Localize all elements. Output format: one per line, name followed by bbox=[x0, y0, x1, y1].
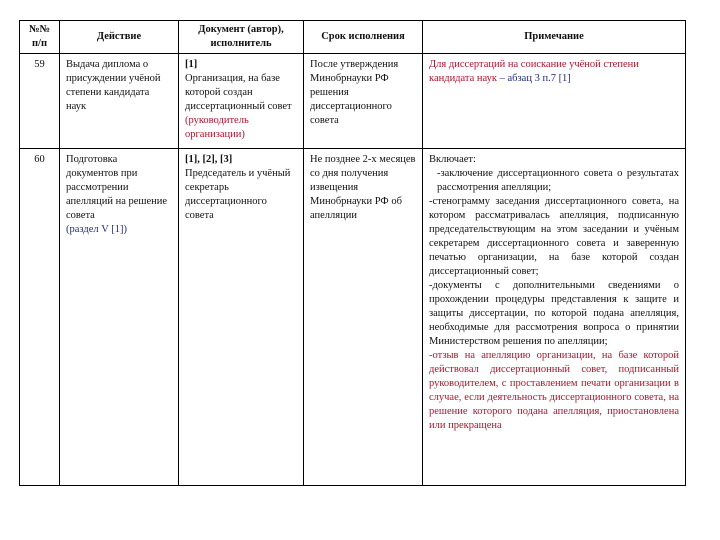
note-text: Для диссертаций на соискание учёной степени кандидата наук bbox=[429, 59, 639, 84]
row-number: 60 bbox=[20, 149, 60, 486]
table-header-row bbox=[20, 21, 686, 54]
action-text: Подготовка документов при рассмотрении апелляций на решение совета bbox=[66, 154, 168, 221]
note-item: -документы с дополнительными сведениями о прохождении процедуры представления к защите и защиты диссертации, по которой подана апелляция, необходимые для рассмотрения вопроса о принятии Министерством решения по апелляции; bbox=[429, 280, 679, 347]
action-reference-link[interactable]: (раздел V [1]) bbox=[66, 224, 127, 235]
deadline-cell: Не позднее 2-х месяцев со дня получения извещения Минобрнауки РФ об апелляции bbox=[304, 149, 423, 486]
header-note: Примечание bbox=[423, 21, 686, 54]
action-cell: Выдача диплома о присуждении учёной степени кандидата наук bbox=[60, 54, 179, 149]
row-number: 59 bbox=[20, 54, 60, 149]
document-cell bbox=[179, 54, 304, 149]
document-executor: Председатель и учёный секретарь диссертационного совета bbox=[185, 168, 291, 221]
header-number: №№ п/п bbox=[20, 21, 60, 54]
table-row bbox=[20, 149, 686, 486]
header-action: Действие bbox=[60, 21, 179, 54]
note-item: -стенограмму заседания диссертационного совета, на котором рассматривалась апелляция, подписанную председательствующим на этом заседании и учёным секретарем диссертационного совета и заверенную печатью организации, на базе которой создан диссертационный совет; bbox=[429, 196, 679, 277]
document-cell bbox=[179, 149, 304, 486]
document-reference: [1] bbox=[185, 59, 198, 70]
note-intro: Включает: bbox=[429, 154, 476, 165]
note-cell bbox=[423, 149, 686, 486]
note-cell bbox=[423, 54, 686, 149]
note-item-highlighted: -отзыв на апелляцию организации, на базе которой действовал диссертационный совет, подписанный руководителем, с проставлением печати организации в случае, если деятельность диссертационного совета, на решение которого подана апелляция, приостановлена или прекращена bbox=[429, 350, 679, 431]
document-executor: Организация, на базе которой создан диссертационный совет bbox=[185, 73, 292, 112]
procedure-table bbox=[19, 20, 686, 486]
note-reference-link[interactable]: – абзац 3 п.7 [1] bbox=[497, 73, 571, 84]
document-reference: [1], [2], [3] bbox=[185, 154, 233, 165]
note-item: -заключение диссертационного совета о результатах рассмотрения апелляции; bbox=[437, 168, 679, 193]
action-cell bbox=[60, 149, 179, 486]
table-row bbox=[20, 54, 686, 149]
deadline-cell: После утверждения Минобрнауки РФ решения диссертационного совета bbox=[304, 54, 423, 149]
header-deadline: Срок исполнения bbox=[304, 21, 423, 54]
header-document: Документ (автор), исполнитель bbox=[179, 21, 304, 54]
document-executor-note: (руководитель организации) bbox=[185, 115, 249, 140]
